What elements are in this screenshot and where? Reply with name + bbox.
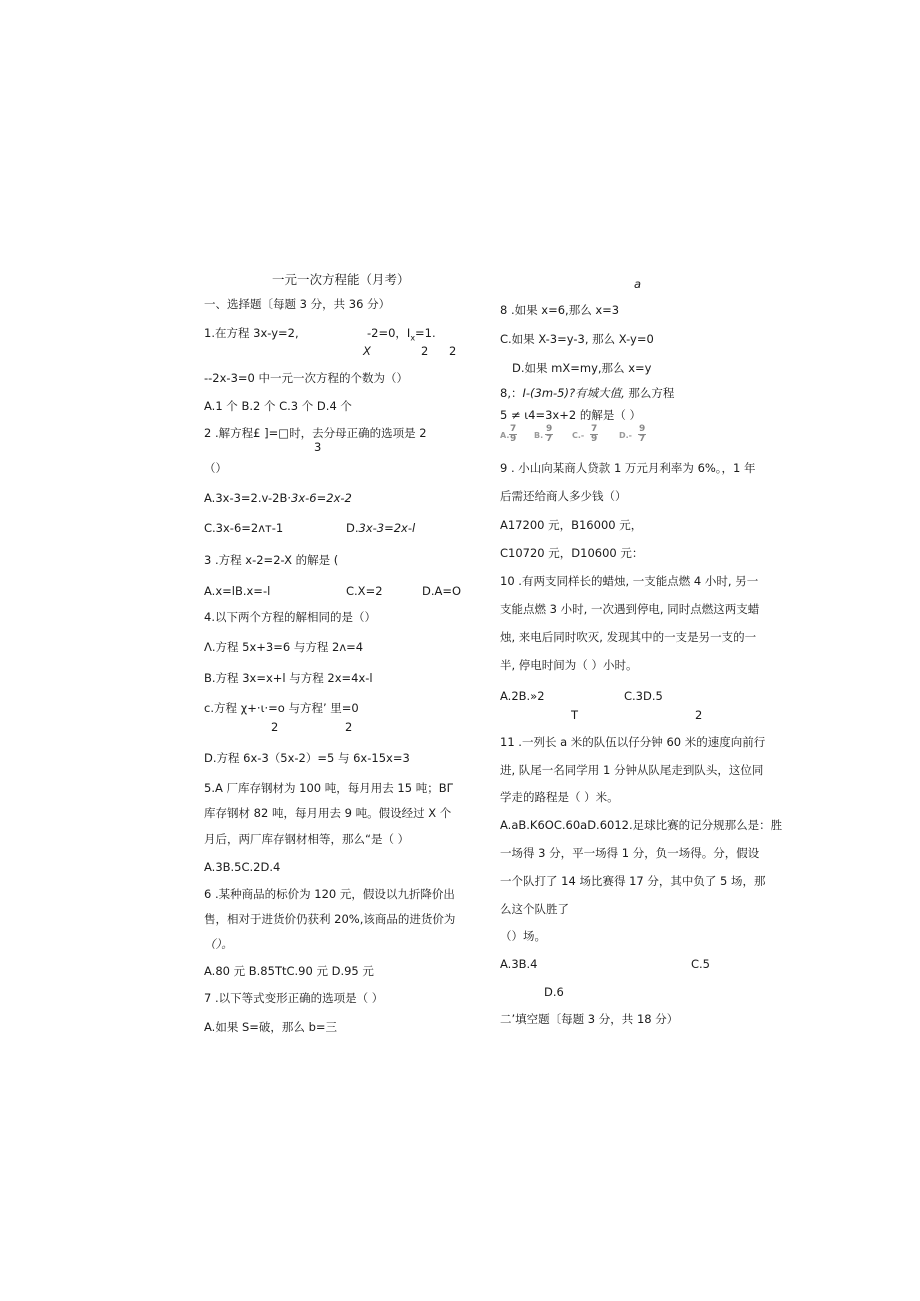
q6-line3: （）。 [204, 937, 233, 951]
q8b-opt-c-den: 9 [591, 434, 598, 444]
q1-sub-2a: 2 [421, 344, 429, 358]
q3-option-d: D.A=O [422, 584, 462, 598]
q8b-opt-a-den: 9 [510, 434, 517, 444]
q10-options-cd: C.3D.5 [624, 689, 663, 703]
q12-options-ab: A.3B.4 [500, 957, 538, 971]
q5-options: A.3B.5C.2D.4 [204, 860, 281, 874]
q8b-opt-b-den: 7 [546, 434, 553, 444]
q2-option-d-label: D. [346, 521, 359, 535]
q7-line: 7 .以下等式变形正确的选项是（ ） [204, 991, 384, 1005]
q8b-line1 [500, 386, 674, 400]
q10-line2: 支能点燃 3 小时, 一次遇到停电, 同时点燃这两支蜡 [500, 602, 760, 616]
q4-c-sub1: 2 [271, 720, 279, 734]
q8b-opt-d-den: 7 [639, 434, 646, 444]
q1-frag-sub: x [410, 333, 416, 343]
q3-option-ab: A.x=lB.x=-l [204, 584, 271, 598]
q2-option-a: A.3x-3=2.v-2B· [204, 491, 292, 505]
q5-line2: 库存钢材 82 吨，每月用去 9 吨。假设经过 X 个 [204, 806, 452, 820]
q1-frag-text: -2=0，I [367, 326, 411, 340]
q8b-opt-d-label: D.- [619, 431, 632, 440]
q12-line5: （）场。 [500, 929, 546, 943]
q6-options: A.80 元 B.85TtC.90 元 D.95 元 [204, 964, 374, 978]
q1-line1: 1.在方程 3x-y=2, [204, 326, 299, 340]
q6-line2: 售，相对于进货价仍获利 20%,该商品的进货价为 [204, 912, 456, 926]
q1-sub-2b: 2 [449, 344, 457, 358]
q1-frag-tail: =1. [415, 326, 436, 340]
q8-option-d: D.如果 mX=my,那么 x=y [512, 361, 652, 375]
q10-options-ab: A.2B.»2 [500, 689, 545, 703]
q7-option-a: A.如果 S=破，那么 b=三 [204, 1020, 338, 1034]
q9-options-1: A17200 元，B16000 元， [500, 518, 643, 532]
q10-sub-2: 2 [695, 708, 703, 722]
q8b-prefix: 8,： [500, 386, 523, 400]
q10-line1: 10 .有两支同样长的蜡烛, 一支能点燃 4 小时, 另一 [500, 574, 759, 588]
q12-line1: A.aB.K6OC.60aD.6012.足球比赛的记分规那么是：胜 [500, 818, 783, 832]
q10-line3: 烛, 来电后同时吹灭, 发现其中的一支是另一支的一 [500, 630, 757, 644]
q12-line4: 么这个队胜了 [500, 902, 569, 916]
q8b-opt-c-num: 7 [591, 424, 598, 434]
q9-line2: 后需还给商人多少钱（） [500, 489, 627, 503]
q8b-opt-a-fraction [509, 425, 517, 444]
q4-option-c: c.方程 χ+·ι·=o 与方程’ 里=0 [204, 701, 359, 715]
q12-line2: 一场得 3 分，平一场得 1 分，负一场得。分，假设 [500, 846, 760, 860]
q10-line4: 半, 停电时间为（ ）小时。 [500, 658, 638, 672]
q6-line1: 6 .某种商品的标价为 120 元，假设以九折降价出 [204, 887, 455, 901]
q5-line1: 5.A 厂库存钢材为 100 吨，每月用去 15 吨；BΓ [204, 781, 453, 795]
q8b-tail: 那么方程 [624, 386, 675, 400]
q1-options: A.1 个 B.2 个 C.3 个 D.4 个 [204, 399, 352, 413]
q4-option-b: B.方程 3x=x+l 与方程 2x=4x-l [204, 671, 373, 685]
q4-c-sub2: 2 [345, 720, 353, 734]
q5-line3: 月后，两厂库存钢材相等，那么“是（ ） [204, 832, 410, 846]
q8b-opt-b-fraction [545, 425, 553, 444]
q2-option-d: 3x-3=2x-l [358, 521, 416, 535]
q8b-opt-c-label: C.- [572, 431, 585, 440]
corner-mark: a [634, 277, 642, 291]
exam-title: 一元一次方程能（月考） [272, 272, 410, 287]
q8-option-c: C.如果 X-3=y-3, 那么 X-y=0 [500, 332, 654, 346]
q4-line: 4.以下两个方程的解相同的是（） [204, 610, 376, 624]
q1-line2: --2x-3=0 中一元一次方程的个数为（） [204, 371, 408, 385]
q4-option-a: Λ.方程 5x+3=6 与方程 2ʌ=4 [204, 640, 364, 654]
q8b-opt-d-fraction [638, 425, 646, 444]
q10-sub-t: T [571, 708, 579, 722]
q3-line: 3 .方程 x-2=2-X 的解是 ( [204, 553, 339, 567]
q12-line3: 一个队打了 14 场比赛得 17 分，其中负了 5 场，那 [500, 874, 766, 888]
q8b-opt-b-label: B. [534, 431, 544, 440]
q8b-opt-c-fraction [590, 425, 598, 444]
q1-fragment [367, 326, 436, 345]
q8b-opt-a-label: A. [500, 431, 510, 440]
q8b-opt-d-num: 9 [639, 424, 646, 434]
q12-option-c: C.5 [691, 957, 711, 971]
q2-paren: （） [204, 461, 227, 475]
q8b-opt-b-num: 9 [546, 424, 553, 434]
q8-line: 8 .如果 x=6,那么 x=3 [500, 303, 620, 317]
q8b-line2: 5 ≠ ι4=3x+2 的解是（ ） [500, 408, 641, 422]
q2-sub-3: 3 [314, 440, 322, 454]
q12-option-d: D.6 [544, 985, 564, 999]
q2-option-d-wrap [346, 521, 415, 535]
q4-option-d: D.方程 6x-3（5x-2）=5 与 6x-15x=3 [204, 751, 410, 765]
q2-option-b: 3x-6=2x-2 [291, 491, 352, 505]
q9-options-2: C10720 元，D10600 元： [500, 546, 644, 560]
q11-line2: 进, 队尾一名同学用 1 分钟从队尾走到队头，这位同 [500, 763, 764, 777]
section-2-heading: 二’填空题〔每题 3 分，共 18 分） [500, 1012, 679, 1026]
q2-line1: 2 .解方程£ ]=□时，去分母正确的选项是 2 [204, 426, 427, 440]
q3-option-c: C.X=2 [346, 584, 383, 598]
q8b-expression: I-(3m-5)?有城大值, [522, 386, 625, 400]
q11-line1: 11 .一列长 a 米的队伍以仔分钟 60 米的速度向前行 [500, 735, 766, 749]
q2-option-ab [204, 491, 352, 505]
q11-line3: 学走的路程是（ ）米。 [500, 790, 619, 804]
q1-sub-x: X [363, 344, 371, 358]
q9-line1: 9 . 小山向某商人贷款 1 万元月利率为 6%。，1 年 [500, 461, 756, 475]
section-1-heading: 一、选择题〔每题 3 分，共 36 分） [204, 297, 391, 311]
q2-option-c: C.3x-6=2ʌт-1 [204, 521, 284, 535]
q8b-opt-a-num: 7 [510, 424, 517, 434]
